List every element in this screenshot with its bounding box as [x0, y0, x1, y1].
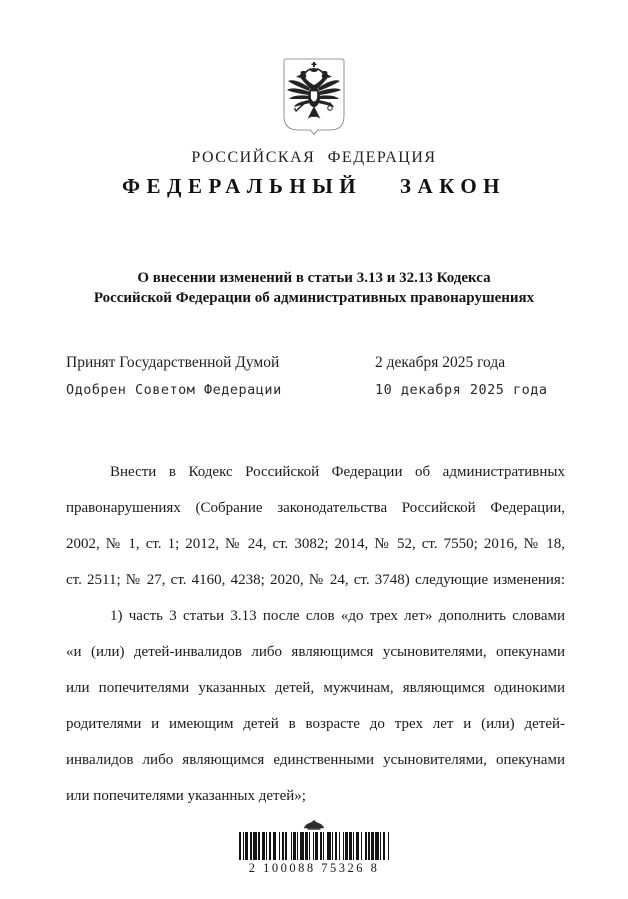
body-line: ст. 2511; № 27, ст. 4160, 4238; 2020, № 24, ст. 3748) следующие изменения:: [66, 572, 565, 588]
body-line: или попечителями указанных детей, мужчинам, являющимся одинокими: [66, 680, 565, 696]
body-line: «и (или) детей-инвалидов либо являющимся усыновителями, опекунами: [66, 644, 565, 660]
approved-by-council-label: Одобрен Советом Федерации: [66, 382, 282, 398]
russian-double-headed-eagle-icon: [281, 57, 347, 137]
law-title-line-2: Российской Федерации об административных правонарушениях: [93, 289, 535, 306]
law-body: [66, 454, 565, 814]
body-line: родителями и имеющим детей в возрасте до трех лет и (или) детей-: [66, 716, 565, 732]
body-line: Внести в Кодекс Российской Федерации об административных: [110, 464, 565, 480]
body-line: 2002, № 1, ст. 1; 2012, № 24, ст. 3082; 2014, № 52, ст. 7550; 2016, № 18,: [66, 536, 565, 552]
barcode-bars: [239, 832, 389, 860]
approved-by-council-date: 10 декабря 2025 года: [375, 382, 548, 398]
country-title: РОССИЙСКАЯ ФЕДЕРАЦИЯ: [191, 149, 437, 166]
body-line: правонарушениях (Собрание законодательства Российской Федерации,: [66, 500, 565, 516]
law-title-line-1: О внесении изменений в статьи 3.13 и 32.13 Кодекса: [137, 270, 491, 286]
barcode-emblem-icon: [299, 818, 329, 831]
passed-by-duma-date: 2 декабря 2025 года: [375, 354, 506, 371]
body-line: инвалидов либо являющимся единственными усыновителями, опекунами: [66, 752, 565, 768]
body-line: или попечителями указанных детей»;: [66, 788, 306, 804]
law-title: [0, 269, 628, 308]
adoption-block: [66, 354, 565, 400]
passed-by-duma-label: Принят Государственной Думой: [66, 354, 280, 371]
body-line: 1) часть 3 статьи 3.13 после слов «до трех лет» дополнить словами: [110, 608, 565, 624]
barcode-digits: 2 100088 75326 8: [248, 861, 380, 875]
barcode-block: [0, 818, 628, 876]
document-type-title: ФЕДЕРАЛЬНЫЙ ЗАКОН: [122, 174, 506, 198]
coat-of-arms: [281, 57, 347, 137]
